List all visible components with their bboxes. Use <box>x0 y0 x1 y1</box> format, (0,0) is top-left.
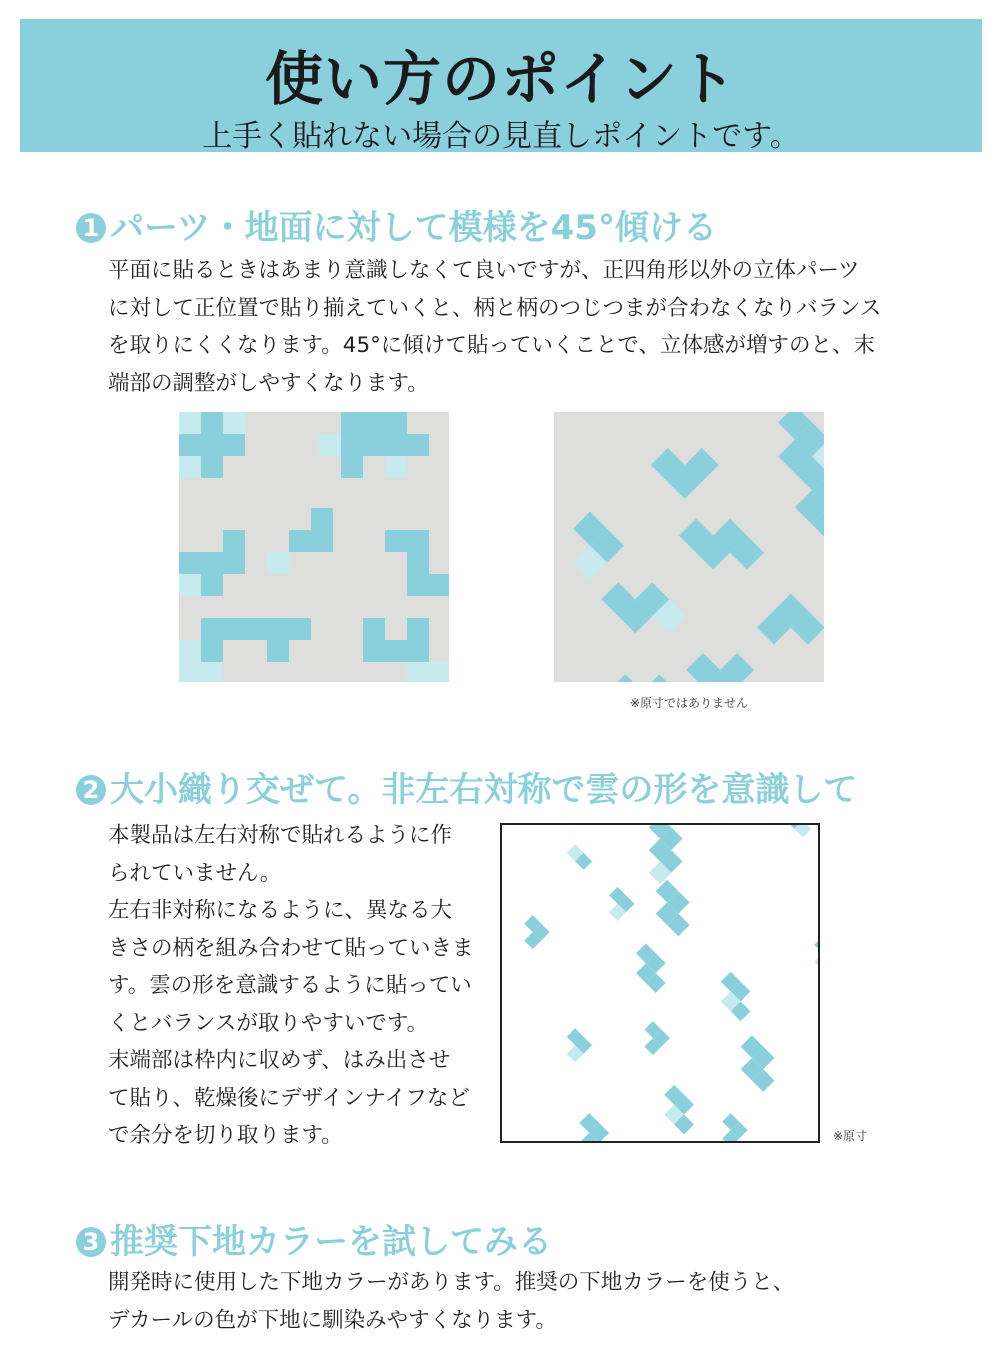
page-title: 使い方のポイント <box>264 45 737 113</box>
section1-line: を取りにくくなります。45°に傾けて貼っていくことで、立体感が増すのと、末 <box>108 333 875 358</box>
section3-line: 開発時に使用した下地カラーがあります。推奨の下地カラーを使うと、 <box>108 1270 795 1295</box>
section3-heading <box>76 1222 552 1262</box>
section2-line: す。雲の形を意識するように貼ってい <box>108 973 472 998</box>
section3-number-badge: 3 <box>76 1227 106 1257</box>
section1-line: 端部の調整がしやすくなります。 <box>108 370 429 396</box>
pattern-straight-image <box>179 412 449 682</box>
section2-line: 本製品は左右対称で貼れるように作 <box>108 823 453 848</box>
header-banner <box>20 19 982 152</box>
section1-line: に対して正位置で貼り揃えていくと、柄と柄のつじつまが合わなくなりバランス <box>108 295 882 321</box>
pattern-fullsize-image <box>500 823 820 1143</box>
section1-note: ※原寸ではありません <box>630 696 749 710</box>
section2-note: ※原寸 <box>833 1129 868 1143</box>
section2-line: きさの柄を組み合わせて貼っていきま <box>108 935 474 961</box>
section2-line: て貼り、乾燥後にデザインナイフなど <box>108 1085 470 1111</box>
section1-heading <box>76 208 717 248</box>
section2-line: 左右非対称になるように、異なる大 <box>108 898 453 923</box>
section2-body <box>108 817 474 1155</box>
section3-line: デカールの色が下地に馴染みやすくなります。 <box>108 1307 557 1333</box>
section2-line: 末端部は枠内に収めず、はみ出させ <box>108 1048 451 1073</box>
section2-line: で余分を切り取ります。 <box>108 1123 343 1148</box>
section2-line: られていません。 <box>108 860 282 886</box>
section1-number-badge: 1 <box>76 213 106 243</box>
section1-body <box>108 252 881 402</box>
section2-line: くとバランスが取りやすいです。 <box>108 1010 429 1036</box>
section2-number-badge: 2 <box>76 775 106 805</box>
section2-heading <box>76 770 857 810</box>
section1-line: 平面に貼るときはあまり意識しなくて良いですが、正四角形以外の立体パーツ <box>108 258 860 283</box>
section3-title: 推奨下地カラーを試してみる <box>110 1222 552 1262</box>
pattern-rotated-image <box>554 412 824 682</box>
section2-title: 大小織り交ぜて。非左右対称で雲の形を意識して <box>110 770 858 810</box>
section3-body <box>108 1264 794 1339</box>
section1-title: パーツ・地面に対して模様を45°傾ける <box>110 208 717 248</box>
page-subtitle: 上手く貼れない場合の見直しポイントです。 <box>202 119 800 154</box>
